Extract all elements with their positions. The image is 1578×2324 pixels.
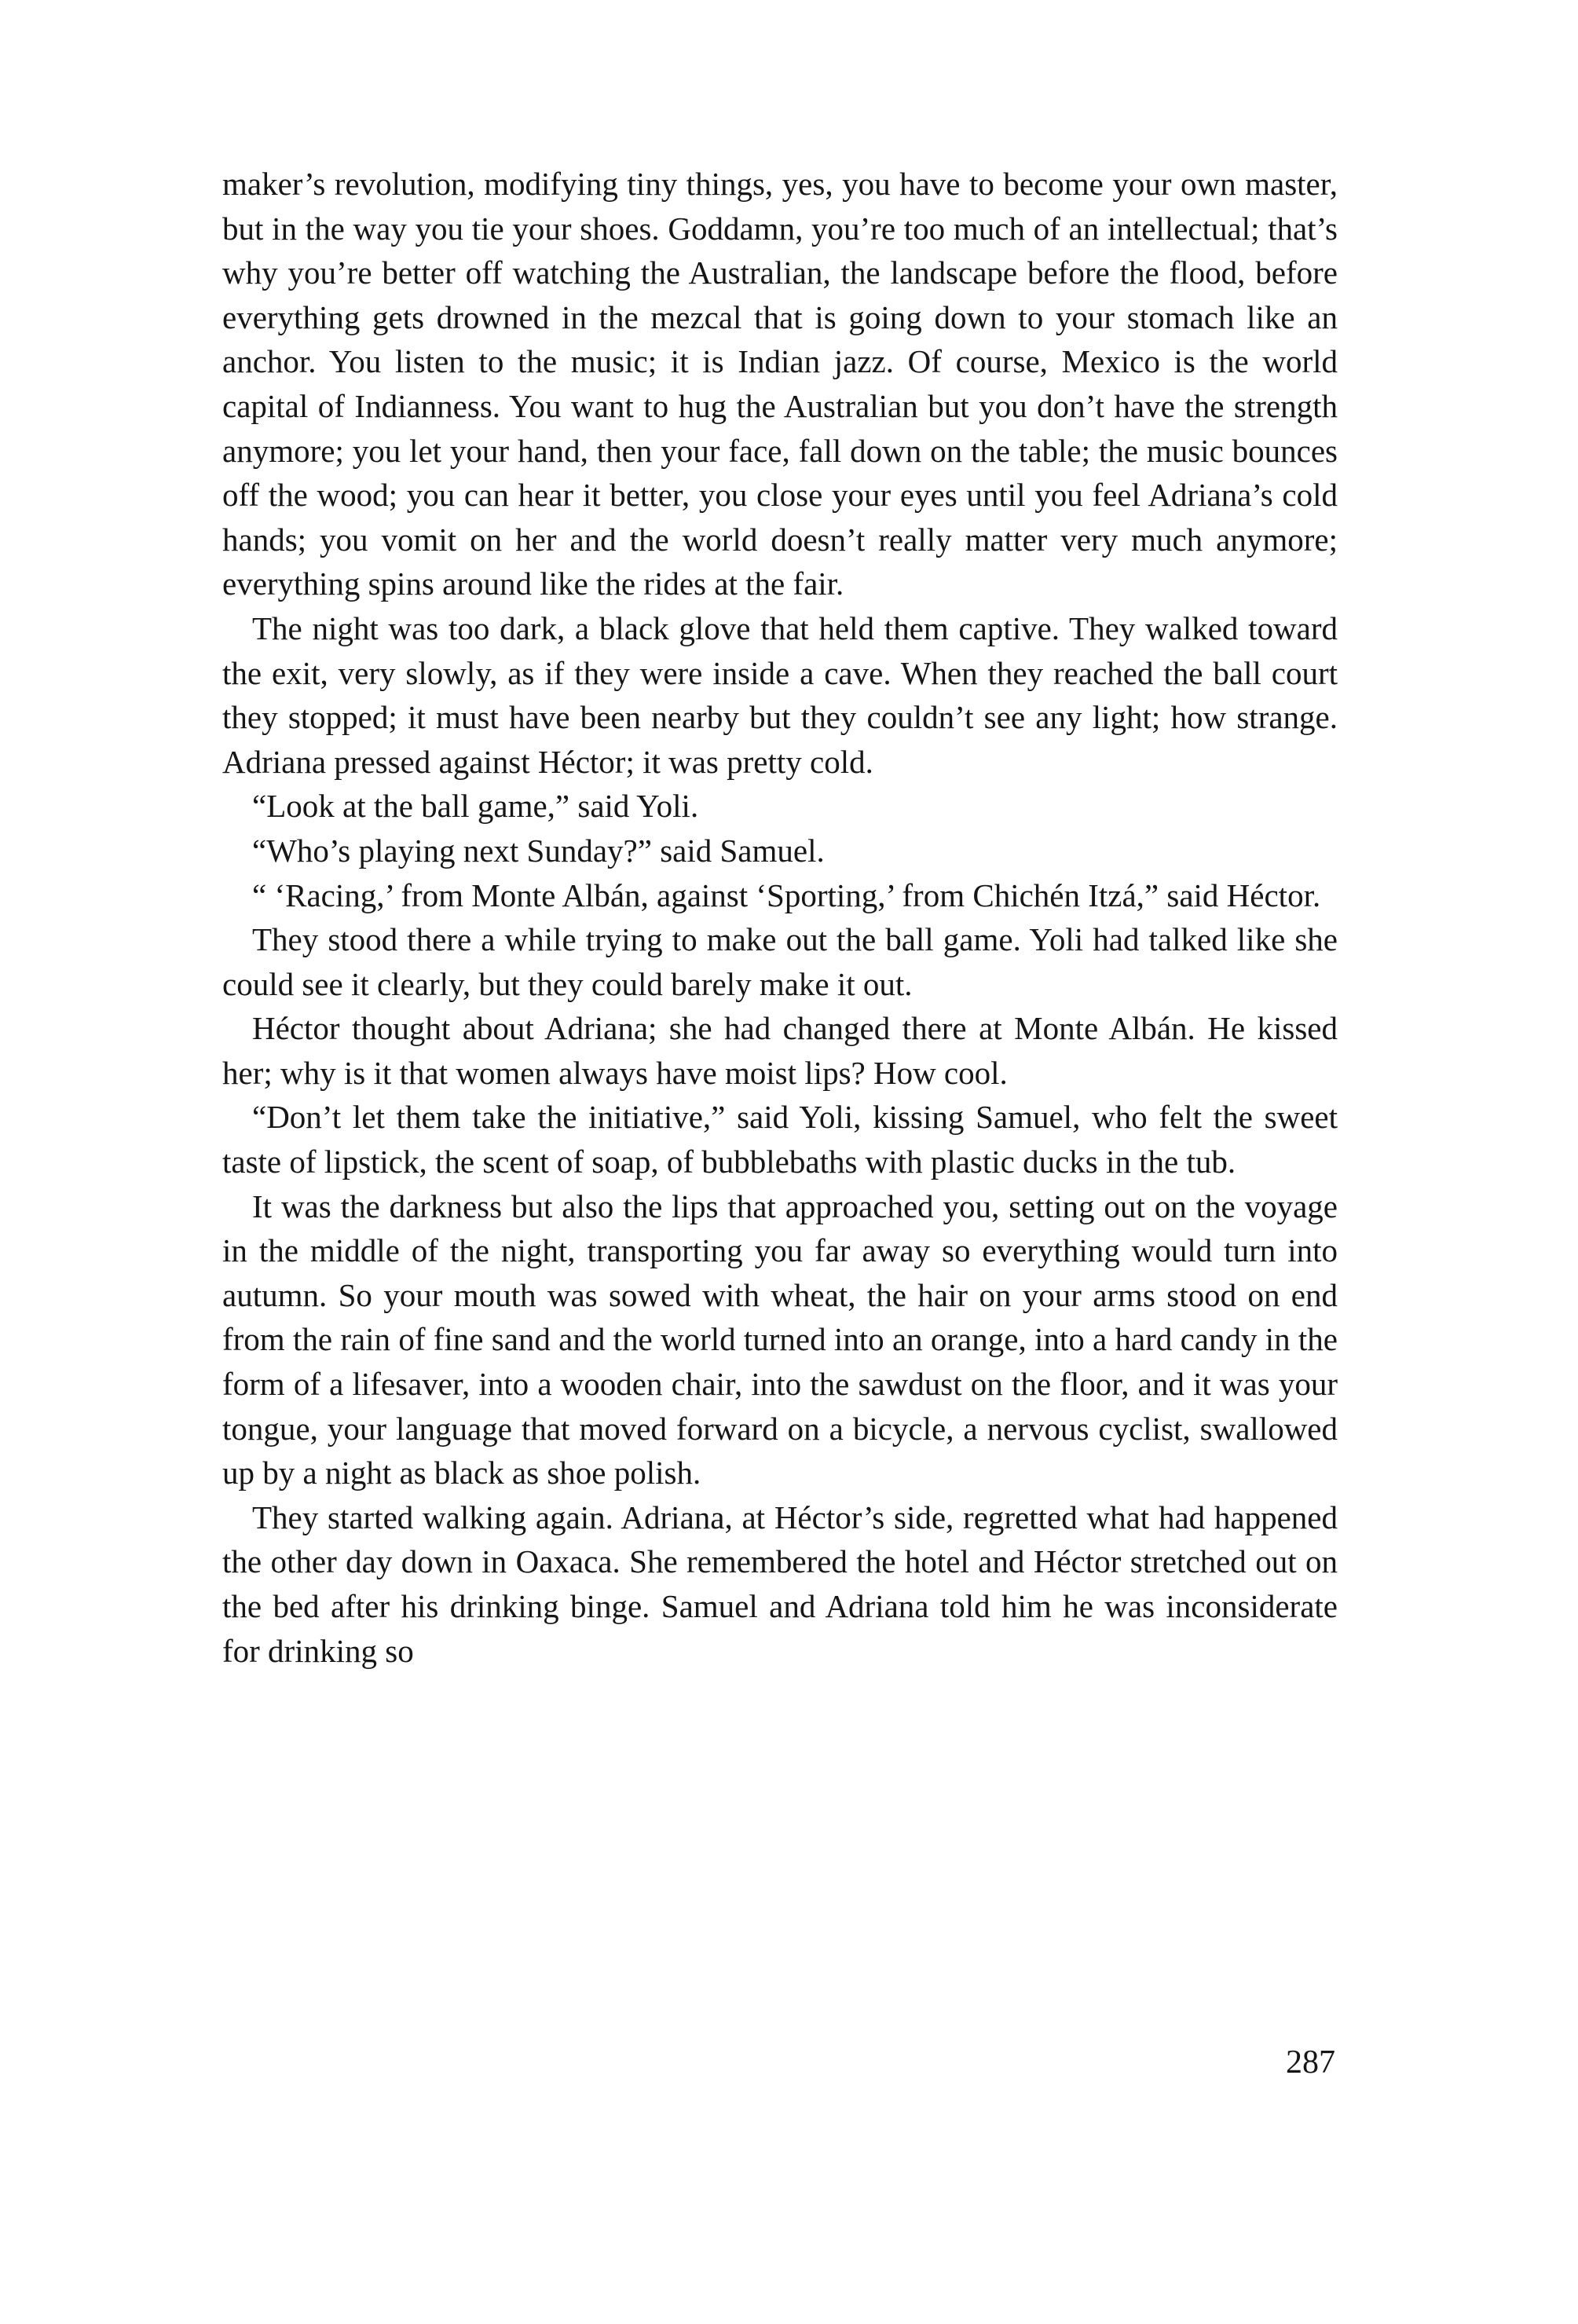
book-page-body (222, 162, 1338, 1673)
page-number: 287 (1286, 2044, 1335, 2081)
dialogue-hector: “ ‘Racing,’ from Monte Albán, against ‘Sporting,’ from Chichén Itzá,” said Héctor. (252, 877, 1321, 913)
paragraph-night-dark: The night was too dark, a black glove that held them captive. They walked toward the exit, very slowly, as if they were inside a cave. When they reached the ball court they stopped; it must have been nearby but they couldn’t see any light; how strange. Adriana pressed against Héctor; it was pretty cold. (222, 609, 1338, 780)
paragraph-continued: maker’s revolution, modifying tiny things, yes, you have to become your own master, but in the way you tie your shoes. Goddamn, you’re too much of an intellectual; that’s why you’re better off watching the Australian, the landscape before the flood, before everything gets drowned in the mezcal that is going down to your stomach like an anchor. You listen to the music; it is Indian jazz. Of course, Mexico is the world capital of Indianness. You want to hug the Australian but you don’t have the strength anymore; you let your hand, then your face, fall down on the table; the music bounces off the wood; you can hear it better, you close your eyes until you feel Adriana’s cold hands; you vomit on her and the world doesn’t really matter very much anymore; everything spins around like the rides at the fair. (222, 166, 1338, 602)
paragraph-ball-game: They stood there a while trying to make out the ball game. Yoli had talked like she could see it clearly, but they could barely make it out. (222, 921, 1338, 1002)
dialogue-yoli: “Look at the ball game,” said Yoli. (252, 788, 699, 825)
dialogue-samuel: “Who’s playing next Sunday?” said Samuel. (252, 832, 825, 869)
paragraph-darkness: It was the darkness but also the lips that approached you, setting out on the voyage in the middle of the night, transporting you far away so everything would turn into autumn. So your mouth was sowed with wheat, the hair on your arms stood on end from the rain of fine sand and the world turned into an orange, into a hard candy in the form of a lifesaver, into a wooden chair, into the sawdust on the floor, and it was your tongue, your language that moved forward on a bicycle, a nervous cyclist, swallowed up by a night as black as shoe polish. (222, 1188, 1338, 1491)
dialogue-yoli-kissing: “Don’t let them take the initiative,” said Yoli, kissing Samuel, who felt the sweet taste of lipstick, the scent of soap, of bubblebaths with plastic ducks in the tub. (222, 1099, 1338, 1180)
paragraph-hector-adriana: Héctor thought about Adriana; she had changed there at Monte Albán. He kissed her; why is it that women always have moist lips? How cool. (222, 1010, 1338, 1091)
paragraph-walking-again: They started walking again. Adriana, at Héctor’s side, regretted what had happened the other day down in Oaxaca. She remembered the hotel and Héctor stretched out on the bed after his drinking binge. Samuel and Adriana told him he was inconsiderate for drinking so (222, 1499, 1338, 1669)
